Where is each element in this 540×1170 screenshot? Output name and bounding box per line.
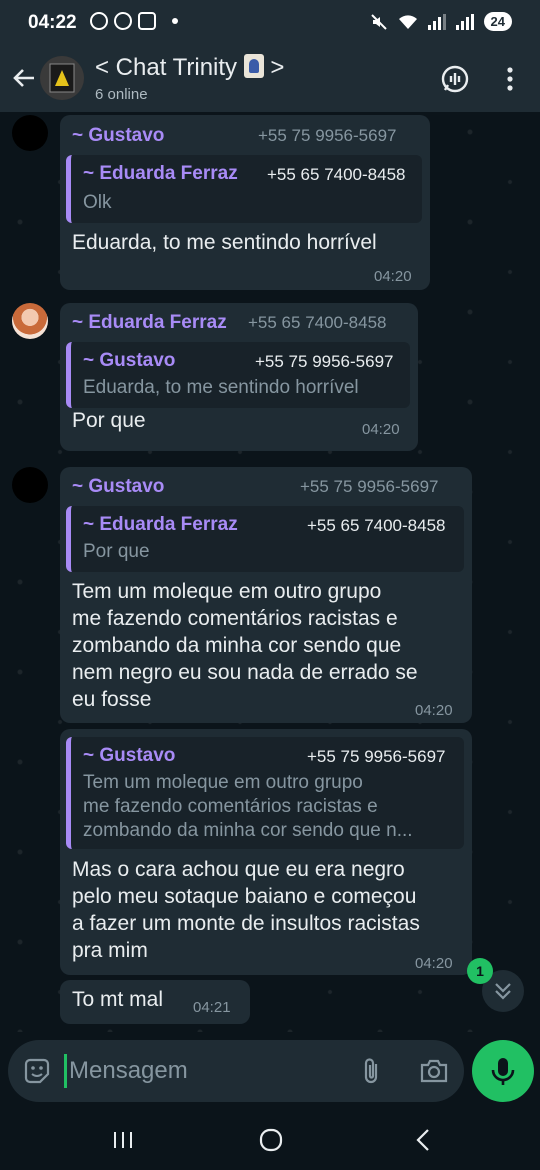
- message-time: 04:20: [374, 268, 412, 285]
- message-text: Eduarda, to me sentindo horrível: [72, 231, 377, 254]
- sender-avatar[interactable]: [12, 115, 48, 151]
- message-text-line: pra mim: [72, 939, 148, 962]
- unread-badge: 1: [467, 958, 493, 984]
- message-composer: [8, 1040, 464, 1102]
- battery-level: 24: [484, 12, 512, 31]
- title-emoji-icon: [244, 54, 264, 78]
- message-text-line: pelo meu sotaque baiano e começou: [72, 885, 417, 908]
- chat-title-suffix: >: [270, 54, 285, 81]
- message-sender[interactable]: ~ Gustavo: [72, 476, 165, 497]
- status-time: 04:22: [28, 12, 77, 33]
- quoted-sender: ~ Eduarda Ferraz: [83, 163, 238, 184]
- message-bubble[interactable]: [60, 729, 472, 975]
- back-nav-button[interactable]: [408, 1126, 438, 1154]
- message-time: 04:20: [415, 702, 453, 719]
- camera-button[interactable]: [418, 1056, 450, 1086]
- notification-icons: [90, 12, 178, 30]
- message-time: 04:20: [415, 955, 453, 972]
- voice-message-button[interactable]: [472, 1040, 534, 1102]
- message-time: 04:20: [362, 421, 400, 438]
- quoted-sender-phone: +55 65 7400-8458: [267, 165, 406, 184]
- chat-title[interactable]: [95, 54, 284, 82]
- message-sender[interactable]: ~ Eduarda Ferraz: [72, 312, 227, 333]
- message-text-line: eu fosse: [72, 688, 152, 711]
- message-text-line: Tem um moleque em outro grupo: [72, 580, 382, 603]
- message-sender-phone: +55 75 9956-5697: [300, 477, 439, 496]
- more-options-button[interactable]: [500, 64, 520, 94]
- message-sender[interactable]: ~ Gustavo: [72, 125, 165, 146]
- quoted-text-line: me fazendo comentários racistas e: [83, 796, 378, 817]
- message-text-line: me fazendo comentários racistas e: [72, 607, 398, 630]
- voice-chat-button[interactable]: [440, 64, 470, 94]
- quoted-sender-phone: +55 75 9956-5697: [255, 352, 394, 371]
- chat-area[interactable]: [0, 112, 540, 1032]
- microphone-icon: [472, 1040, 534, 1102]
- group-logo-icon: [40, 56, 84, 100]
- quoted-message[interactable]: [66, 737, 464, 849]
- home-button[interactable]: [256, 1126, 286, 1154]
- quoted-text-line: Tem um moleque em outro grupo: [83, 772, 363, 793]
- quoted-sender: ~ Eduarda Ferraz: [83, 514, 238, 535]
- sender-avatar-photo[interactable]: [12, 303, 48, 339]
- status-bar: [0, 0, 540, 46]
- group-avatar[interactable]: [40, 56, 84, 100]
- quoted-message[interactable]: [66, 506, 464, 572]
- message-text-line: Mas o cara achou que eu era negro: [72, 858, 405, 881]
- quoted-sender: ~ Gustavo: [83, 745, 176, 766]
- signal-icon: [428, 14, 446, 30]
- sender-avatar[interactable]: [12, 467, 48, 503]
- quoted-text: Eduarda, to me sentindo horrível: [83, 377, 359, 398]
- app-notification-icon: [114, 12, 132, 30]
- message-time: 04:21: [193, 999, 231, 1016]
- quoted-text: Olk: [83, 192, 112, 213]
- quoted-text: Por que: [83, 541, 150, 562]
- online-count: 6 online: [95, 86, 148, 103]
- more-notifications-icon: [172, 18, 178, 24]
- quoted-text-line: zombando da minha cor sendo que n...: [83, 820, 413, 841]
- quoted-sender: ~ Gustavo: [83, 350, 176, 371]
- message-sender-phone: +55 65 7400-8458: [248, 313, 387, 332]
- message-text-line: zombando da minha cor sendo que: [72, 634, 402, 657]
- back-button[interactable]: [10, 64, 38, 92]
- whatsapp-notification-icon: [90, 12, 108, 30]
- message-bubble[interactable]: [60, 980, 250, 1024]
- sticker-button[interactable]: [22, 1056, 52, 1086]
- message-sender-phone: +55 75 9956-5697: [258, 126, 397, 145]
- attach-button[interactable]: [358, 1056, 386, 1086]
- quoted-sender-phone: +55 65 7400-8458: [307, 516, 446, 535]
- quoted-sender-phone: +55 75 9956-5697: [307, 747, 446, 766]
- message-text-line: nem negro eu sou nada de errado se: [72, 661, 418, 684]
- recent-apps-button[interactable]: [108, 1126, 138, 1154]
- system-icons: [370, 12, 512, 31]
- chat-title-text: < Chat Trinity: [95, 54, 238, 81]
- message-text: To mt mal: [72, 988, 164, 1011]
- message-text-line: a fazer um monte de insultos racistas: [72, 912, 420, 935]
- message-input[interactable]: [64, 1054, 344, 1088]
- mute-icon: [370, 13, 388, 31]
- message-text: Por que: [72, 409, 146, 432]
- media-notification-icon: [138, 12, 156, 30]
- system-navigation-bar: [0, 1110, 540, 1170]
- message-bubble[interactable]: [60, 467, 472, 723]
- message-bubble[interactable]: [60, 115, 430, 290]
- quoted-message[interactable]: [66, 155, 422, 223]
- wifi-icon: [398, 14, 418, 30]
- quoted-message[interactable]: [66, 342, 410, 408]
- chat-header: [0, 46, 540, 112]
- signal-icon-2: [456, 14, 474, 30]
- message-bubble[interactable]: [60, 303, 418, 451]
